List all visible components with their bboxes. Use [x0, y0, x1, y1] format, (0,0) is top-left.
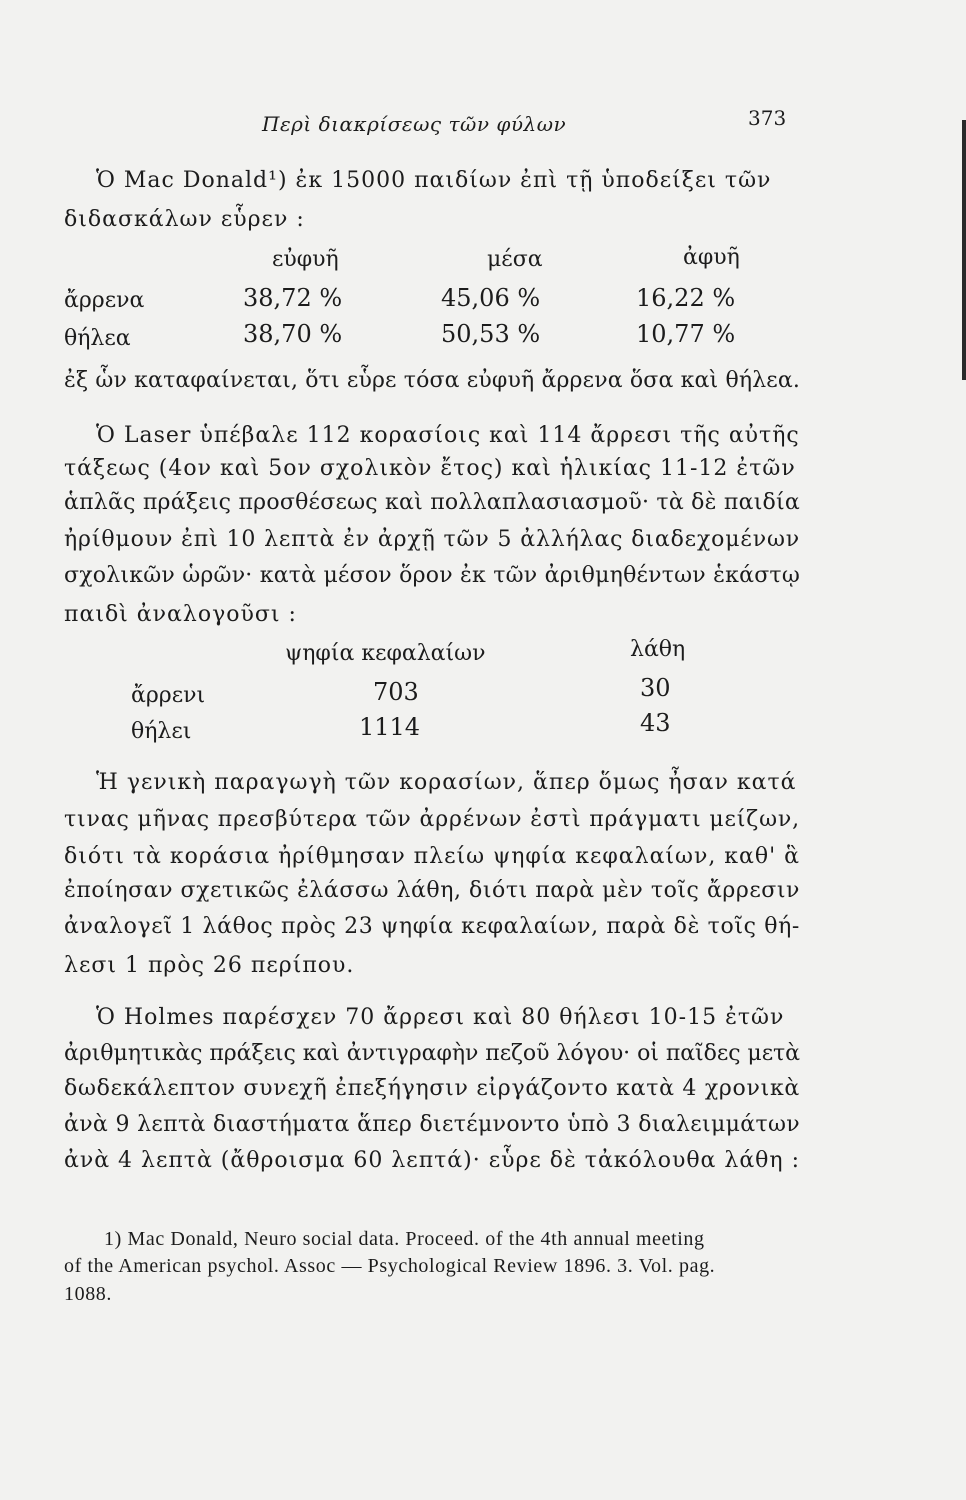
table2-header: ψηφία κεφαλαίων: [285, 641, 486, 666]
table1-cell: 38,70 %: [243, 320, 343, 348]
paragraph2-line: Ὁ Laser ὑπέβαλε 112 κορασίοις καὶ 114 ἄρρεσι τῆς αὐτῆς: [96, 423, 800, 448]
paragraph3-line: ἐποίησαν σχετικῶς ἐλάσσω λάθη, διότι παρὰ μὲν τοῖς ἄρρεσιν: [64, 878, 800, 903]
running-head: Περὶ διακρίσεως τῶν φύλων: [262, 112, 567, 136]
paragraph2-line: τάξεως (4ον καὶ 5ον σχολικὸν ἔτος) καὶ ἡλικίας 11-12 ἐτῶν: [64, 456, 796, 481]
footnote-line: of the American psychol. Assoc — Psychological Review 1896. 3. Vol. pag.: [64, 1255, 716, 1277]
table1-header: μέσα: [487, 247, 543, 272]
paragraph2-line: ἠρίθμουν ἐπὶ 10 λεπτὰ ἐν ἀρχῇ τῶν 5 ἀλλήλας διαδεχομένων: [64, 527, 800, 552]
table2-cell: 43: [640, 709, 671, 737]
table2-cell: 30: [640, 674, 671, 702]
table1-cell: 16,22 %: [636, 284, 736, 312]
paragraph1-line: διδασκάλων εὗρεν :: [64, 207, 305, 232]
table2-row-label: ἄρρενι: [131, 683, 206, 708]
paragraph3-line: λεσι 1 πρὸς 26 περίπου.: [64, 953, 355, 978]
page-edge-shadow: [962, 120, 966, 380]
table1-cell: 50,53 %: [441, 320, 541, 348]
table1-cell: 45,06 %: [441, 284, 541, 312]
footnote-line: 1088.: [64, 1283, 112, 1305]
paragraph4-line: ἀνὰ 4 λεπτὰ (ἄθροισμα 60 λεπτά)· εὗρε δὲ τἀκόλουθα λάθη :: [64, 1148, 800, 1173]
paragraph4-line: ἀριθμητικὰς πράξεις καὶ ἀντιγραφὴν πεζοῦ λόγου· οἱ παῖδες μετὰ: [64, 1041, 800, 1066]
table1-cell: 10,77 %: [636, 320, 736, 348]
paragraph2-line: ἁπλᾶς πράξεις προσθέσεως καὶ πολλαπλασιασμοῦ· τὰ δὲ παιδία: [64, 490, 800, 515]
table2-cell: 1114: [359, 713, 421, 741]
page-number: 373: [748, 106, 787, 130]
table1-header: εὐφυῆ: [272, 247, 339, 272]
paragraph3-line: τινας μῆνας πρεσβύτερα τῶν ἀρρένων ἐστὶ πράγματι μείζων,: [64, 807, 800, 832]
table1-cell: 38,72 %: [243, 284, 343, 312]
paragraph4-line: Ὁ Holmes παρέσχεν 70 ἄρρεσι καὶ 80 θήλεσι 10-15 ἐτῶν: [96, 1005, 785, 1030]
paragraph1-line: Ὁ Mac Donald¹) ἐκ 15000 παιδίων ἐπὶ τῇ ὑποδείξει τῶν: [96, 168, 772, 193]
footnote-line: 1) Mac Donald, Neuro social data. Proceed. of the 4th annual meeting: [104, 1228, 705, 1250]
paragraph4-line: ἀνὰ 9 λεπτὰ διαστήματα ἅπερ διετέμνοντο ὑπὸ 3 διαλειμμάτων: [64, 1112, 800, 1137]
table2-row-label: θήλει: [131, 719, 192, 744]
paragraph4-line: δωδεκάλεπτον συνεχῆ ἐπεξήγησιν εἰργάζοντο κατὰ 4 χρονικὰ: [64, 1076, 800, 1101]
table1-row-label: θήλεα: [64, 326, 131, 351]
paragraph2-line: παιδὶ ἀναλογοῦσι :: [64, 602, 297, 627]
table1-conclusion: ἐξ ὧν καταφαίνεται, ὅτι εὗρε τόσα εὐφυῆ ἄρρενα ὅσα καὶ θήλεα.: [64, 368, 800, 393]
table1-header: ἀφυῆ: [683, 245, 740, 270]
paragraph3-line: Ἡ γενικὴ παραγωγὴ τῶν κορασίων, ἅπερ ὅμως ἦσαν κατά: [96, 770, 797, 795]
paragraph3-line: διότι τὰ κοράσια ἠρίθμησαν πλείω ψηφία κεφαλαίων, καθ' ἃ: [64, 844, 800, 869]
table1-row-label: ἄρρενα: [64, 288, 145, 313]
table2-cell: 703: [373, 678, 419, 706]
table2-header: λάθη: [630, 637, 686, 662]
paragraph2-line: σχολικῶν ὡρῶν· κατὰ μέσον ὅρον ἐκ τῶν ἀριθμηθέντων ἑκάστῳ: [64, 563, 800, 588]
paragraph3-line: ἀναλογεῖ 1 λάθος πρὸς 23 ψηφία κεφαλαίων, παρὰ δὲ τοῖς θή-: [64, 914, 800, 939]
